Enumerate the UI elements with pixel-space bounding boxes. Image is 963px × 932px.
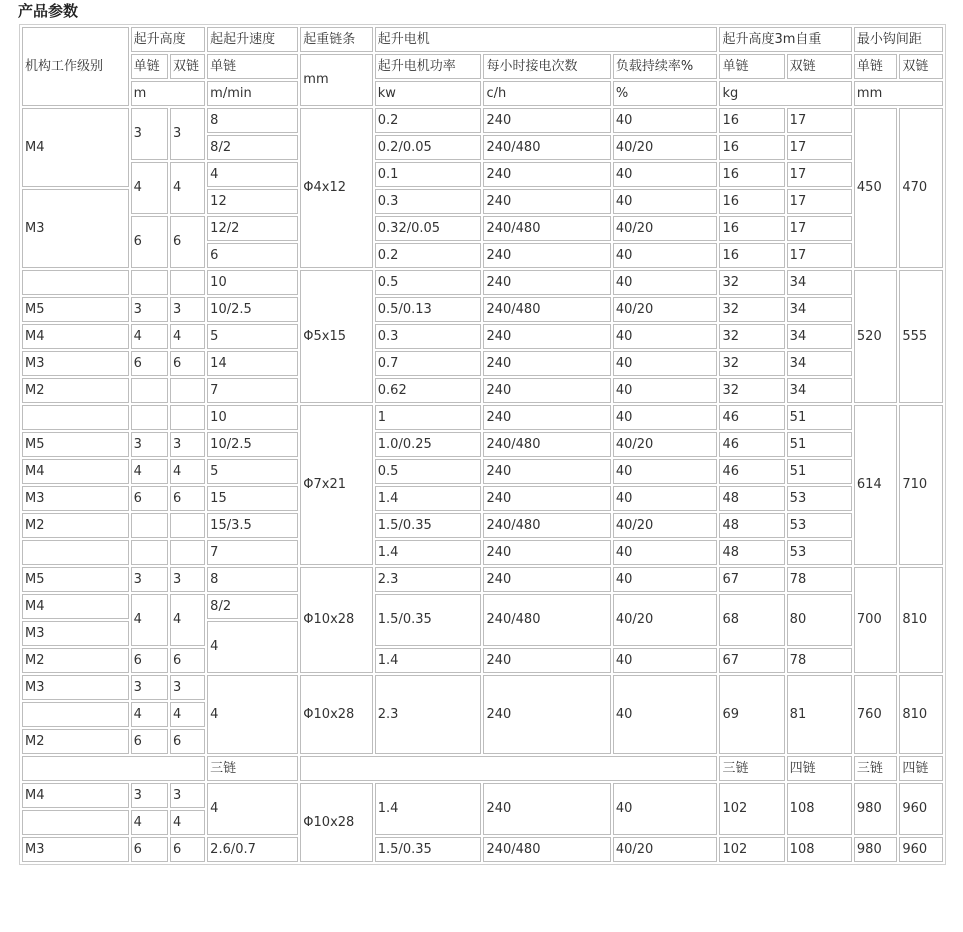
height-single: 3 (131, 783, 168, 808)
duty-cell: 40/20 (613, 513, 718, 538)
weight-single: 16 (719, 189, 784, 214)
header-double-chain: 双链 (170, 54, 205, 79)
speed-cell: 15 (207, 486, 298, 511)
height-single: 3 (131, 675, 168, 700)
class-cell: M3 (22, 621, 129, 646)
power-cell: 0.7 (375, 351, 482, 376)
table-row (22, 432, 943, 457)
height-single: 3 (131, 297, 168, 322)
speed-cell: 5 (207, 324, 298, 349)
table-row (22, 405, 943, 430)
header-lift-height: 起升高度 (131, 27, 206, 52)
weight-double: 34 (787, 297, 852, 322)
starts-cell: 240 (483, 270, 610, 295)
header-self-weight: 起升高度3m自重 (719, 27, 851, 52)
class-cell: M4 (22, 324, 129, 349)
weight-single: 69 (719, 675, 784, 754)
unit-weight: kg (719, 81, 851, 106)
weight-double: 34 (787, 378, 852, 403)
weight-single: 46 (719, 459, 784, 484)
height-single: 3 (131, 108, 168, 160)
chain-spec: Φ4x12 (300, 108, 372, 268)
height-single: 6 (131, 837, 168, 862)
speed-cell: 10/2.5 (207, 432, 298, 457)
height-double: 3 (170, 783, 205, 808)
starts-cell: 240 (483, 405, 610, 430)
height-double: 6 (170, 486, 205, 511)
table-row (22, 837, 943, 862)
weight-single: 16 (719, 162, 784, 187)
class-cell: M2 (22, 729, 129, 754)
height-double (170, 270, 205, 295)
hook-single: 614 (854, 405, 897, 565)
weight-single: 16 (719, 243, 784, 268)
header-chain: 起重链条 (300, 27, 372, 52)
weight-double: 51 (787, 459, 852, 484)
height-single: 6 (131, 729, 168, 754)
height-single: 6 (131, 216, 168, 268)
height-double: 3 (170, 675, 205, 700)
weight-double: 17 (787, 243, 852, 268)
hook-double: 710 (899, 405, 943, 565)
speed-cell: 4 (207, 783, 298, 835)
class-cell: M4 (22, 594, 129, 619)
weight-single: 48 (719, 513, 784, 538)
hook-single: 760 (854, 675, 897, 754)
page-title: 产品参数 (18, 2, 79, 20)
weight-double: 51 (787, 432, 852, 457)
starts-cell: 240/480 (483, 216, 610, 241)
duty-cell: 40 (613, 378, 718, 403)
duty-cell: 40 (613, 459, 718, 484)
weight-double: 78 (787, 648, 852, 673)
duty-cell: 40 (613, 351, 718, 376)
height-single (131, 270, 168, 295)
duty-cell: 40 (613, 324, 718, 349)
power-cell: 0.62 (375, 378, 482, 403)
height-single: 4 (131, 702, 168, 727)
height-single (131, 540, 168, 565)
power-cell: 0.3 (375, 189, 482, 214)
duty-cell: 40/20 (613, 837, 718, 862)
class-cell: M4 (22, 459, 129, 484)
class-cell (22, 270, 129, 295)
weight-single: 46 (719, 405, 784, 430)
weight-double: 51 (787, 405, 852, 430)
duty-cell: 40/20 (613, 297, 718, 322)
unit-speed: m/min (207, 81, 298, 106)
speed-cell: 4 (207, 675, 298, 754)
weight-double: 17 (787, 135, 852, 160)
speed-cell: 2.6/0.7 (207, 837, 298, 862)
weight-single: 102 (719, 783, 784, 835)
duty-cell: 40/20 (613, 432, 718, 457)
starts-cell: 240 (483, 108, 610, 133)
hook-single: 980 (854, 783, 897, 835)
header-duty-cycle: 负载持续率% (613, 54, 718, 79)
height-single: 3 (131, 432, 168, 457)
power-cell: 1.5/0.35 (375, 837, 482, 862)
weight-single: 32 (719, 324, 784, 349)
duty-cell: 40 (613, 405, 718, 430)
header-weight-single: 单链 (719, 54, 784, 79)
duty-cell: 40/20 (613, 216, 718, 241)
table-row (22, 648, 943, 673)
hook-double: 960 (899, 837, 943, 862)
unit-starts: c/h (483, 81, 610, 106)
weight-double: 78 (787, 567, 852, 592)
weight-double: 34 (787, 324, 852, 349)
class-cell: M4 (22, 783, 129, 808)
height-double: 3 (170, 567, 205, 592)
height-double: 6 (170, 648, 205, 673)
power-cell: 0.5 (375, 270, 482, 295)
speed-cell: 8 (207, 108, 298, 133)
unit-height-m: m (131, 81, 206, 106)
weight-single: 32 (719, 378, 784, 403)
height-double (170, 513, 205, 538)
starts-cell: 240 (483, 162, 610, 187)
duty-cell: 40 (613, 540, 718, 565)
weight-double: 17 (787, 162, 852, 187)
duty-cell: 40 (613, 567, 718, 592)
speed-cell: 10/2.5 (207, 297, 298, 322)
blank-cell (300, 756, 717, 781)
height-double: 6 (170, 216, 205, 268)
class-cell: M4 (22, 108, 129, 187)
unit-power: kw (375, 81, 482, 106)
starts-cell: 240/480 (483, 594, 610, 646)
speed-cell: 10 (207, 270, 298, 295)
weight-single: 48 (719, 540, 784, 565)
header-single-chain: 单链 (131, 54, 168, 79)
weight-single: 32 (719, 270, 784, 295)
weight-single: 67 (719, 648, 784, 673)
table-row (22, 351, 943, 376)
weight-double: 53 (787, 513, 852, 538)
class-cell: M5 (22, 297, 129, 322)
power-cell: 0.5/0.13 (375, 297, 482, 322)
weight-single: 16 (719, 135, 784, 160)
duty-cell: 40 (613, 270, 718, 295)
table-row (22, 270, 943, 295)
weight-double: 17 (787, 189, 852, 214)
weight-double: 53 (787, 540, 852, 565)
header-hook-single: 单链 (854, 54, 897, 79)
weight-double: 34 (787, 270, 852, 295)
height-single: 4 (131, 594, 168, 646)
height-double (170, 540, 205, 565)
class-cell: M3 (22, 189, 129, 268)
starts-cell: 240 (483, 540, 610, 565)
speed-cell: 8 (207, 567, 298, 592)
weight-double: 80 (787, 594, 852, 646)
unit-hook-mm: mm (854, 81, 943, 106)
header-hook-double: 双链 (899, 54, 943, 79)
hook-double: 810 (899, 567, 943, 673)
class-cell: M3 (22, 351, 129, 376)
speed-cell: 4 (207, 621, 298, 673)
table-row (22, 540, 943, 565)
weight-single: 67 (719, 567, 784, 592)
chain-spec: Φ10x28 (300, 783, 372, 862)
header-starts-per-hour: 每小时接电次数 (483, 54, 610, 79)
height-single: 6 (131, 486, 168, 511)
height-double: 4 (170, 459, 205, 484)
table-row (22, 594, 943, 619)
table-row (22, 513, 943, 538)
height-double (170, 378, 205, 403)
hook-double: 555 (899, 270, 943, 403)
header-row (22, 81, 943, 106)
header-speed-single: 单链 (207, 54, 298, 79)
class-cell: M2 (22, 648, 129, 673)
power-cell: 1.4 (375, 648, 482, 673)
duty-cell: 40/20 (613, 135, 718, 160)
starts-cell: 240/480 (483, 432, 610, 457)
starts-cell: 240 (483, 378, 610, 403)
hook-double: 470 (899, 108, 943, 268)
table-row (22, 324, 943, 349)
power-cell: 1.4 (375, 783, 482, 835)
class-cell (22, 810, 129, 835)
class-cell: M2 (22, 378, 129, 403)
power-cell: 1 (375, 405, 482, 430)
height-double: 6 (170, 837, 205, 862)
height-single: 6 (131, 648, 168, 673)
height-double: 3 (170, 108, 205, 160)
hook-single: 450 (854, 108, 897, 268)
unit-duty: % (613, 81, 718, 106)
speed-cell: 4 (207, 162, 298, 187)
header-weight-double: 双链 (787, 54, 852, 79)
power-cell: 0.2/0.05 (375, 135, 482, 160)
class-cell (22, 540, 129, 565)
duty-cell: 40 (613, 648, 718, 673)
height-double: 3 (170, 297, 205, 322)
height-single (131, 378, 168, 403)
speed-cell: 12/2 (207, 216, 298, 241)
hook-single: 980 (854, 837, 897, 862)
weight-double: 17 (787, 216, 852, 241)
starts-cell: 240 (483, 324, 610, 349)
height-single (131, 405, 168, 430)
weight-single: 48 (719, 486, 784, 511)
class-cell: M3 (22, 486, 129, 511)
height-double: 4 (170, 162, 205, 214)
hook-single: 700 (854, 567, 897, 673)
speed-cell: 6 (207, 243, 298, 268)
starts-cell: 240/480 (483, 297, 610, 322)
speed-cell: 12 (207, 189, 298, 214)
power-cell: 1.5/0.35 (375, 594, 482, 646)
chain-spec: Φ10x28 (300, 567, 372, 673)
weight-double: 108 (787, 837, 852, 862)
duty-cell: 40/20 (613, 594, 718, 646)
class-cell: M3 (22, 837, 129, 862)
height-double: 4 (170, 810, 205, 835)
chain-spec: Φ7x21 (300, 405, 372, 565)
weight-single: 32 (719, 351, 784, 376)
power-cell: 1.4 (375, 540, 482, 565)
weight-single: 16 (719, 216, 784, 241)
hook-quad-chain: 四链 (899, 756, 943, 781)
table-row (22, 756, 943, 781)
power-cell: 0.1 (375, 162, 482, 187)
speed-triple-chain: 三链 (207, 756, 298, 781)
hook-double: 960 (899, 783, 943, 835)
power-cell: 2.3 (375, 675, 482, 754)
duty-cell: 40 (613, 189, 718, 214)
hook-single: 520 (854, 270, 897, 403)
height-double: 6 (170, 729, 205, 754)
height-single: 3 (131, 567, 168, 592)
starts-cell: 240 (483, 243, 610, 268)
class-cell: M5 (22, 567, 129, 592)
height-single: 4 (131, 324, 168, 349)
height-double (170, 405, 205, 430)
product-parameters-table (19, 24, 946, 865)
height-single: 4 (131, 459, 168, 484)
weight-double: 108 (787, 783, 852, 835)
duty-cell: 40 (613, 675, 718, 754)
speed-cell: 8/2 (207, 135, 298, 160)
height-single: 4 (131, 810, 168, 835)
speed-cell: 15/3.5 (207, 513, 298, 538)
table-row (22, 216, 943, 241)
table-row (22, 297, 943, 322)
height-double: 6 (170, 351, 205, 376)
table-row (22, 459, 943, 484)
starts-cell: 240 (483, 351, 610, 376)
weight-single: 46 (719, 432, 784, 457)
starts-cell: 240 (483, 648, 610, 673)
starts-cell: 240 (483, 675, 610, 754)
height-double: 4 (170, 594, 205, 646)
weight-quad-chain: 四链 (787, 756, 852, 781)
speed-cell: 14 (207, 351, 298, 376)
starts-cell: 240/480 (483, 837, 610, 862)
power-cell: 0.5 (375, 459, 482, 484)
starts-cell: 240 (483, 567, 610, 592)
height-double: 4 (170, 324, 205, 349)
chain-spec: Φ5x15 (300, 270, 372, 403)
header-row (22, 54, 943, 79)
speed-cell: 8/2 (207, 594, 298, 619)
power-cell: 0.3 (375, 324, 482, 349)
class-cell (22, 405, 129, 430)
header-motor-power: 起升电机功率 (375, 54, 482, 79)
weight-double: 34 (787, 351, 852, 376)
chain-spec: Φ10x28 (300, 675, 372, 754)
power-cell: 0.32/0.05 (375, 216, 482, 241)
duty-cell: 40 (613, 108, 718, 133)
weight-single: 102 (719, 837, 784, 862)
starts-cell: 240 (483, 486, 610, 511)
speed-cell: 7 (207, 378, 298, 403)
speed-cell: 5 (207, 459, 298, 484)
weight-single: 68 (719, 594, 784, 646)
speed-cell: 10 (207, 405, 298, 430)
class-cell: M5 (22, 432, 129, 457)
height-double: 4 (170, 702, 205, 727)
table-row (22, 486, 943, 511)
duty-cell: 40 (613, 783, 718, 835)
power-cell: 0.2 (375, 108, 482, 133)
speed-cell: 7 (207, 540, 298, 565)
header-hook-distance: 最小钩间距 (854, 27, 943, 52)
class-cell: M2 (22, 513, 129, 538)
starts-cell: 240 (483, 783, 610, 835)
header-work-class: 机构工作级别 (22, 27, 129, 106)
height-double: 3 (170, 432, 205, 457)
duty-cell: 40 (613, 486, 718, 511)
table-row (22, 675, 943, 700)
table-row (22, 567, 943, 592)
weight-single: 32 (719, 297, 784, 322)
table-row (22, 108, 943, 133)
table-row (22, 783, 943, 808)
hook-double: 810 (899, 675, 943, 754)
power-cell: 1.5/0.35 (375, 513, 482, 538)
power-cell: 2.3 (375, 567, 482, 592)
table-row (22, 162, 943, 187)
blank-cell (22, 756, 205, 781)
header-row (22, 27, 943, 52)
weight-triple-chain: 三链 (719, 756, 784, 781)
weight-single: 16 (719, 108, 784, 133)
power-cell: 1.4 (375, 486, 482, 511)
weight-double: 53 (787, 486, 852, 511)
starts-cell: 240 (483, 189, 610, 214)
class-cell (22, 702, 129, 727)
weight-double: 81 (787, 675, 852, 754)
starts-cell: 240 (483, 459, 610, 484)
power-cell: 0.2 (375, 243, 482, 268)
duty-cell: 40 (613, 243, 718, 268)
height-single: 4 (131, 162, 168, 214)
starts-cell: 240/480 (483, 513, 610, 538)
header-lift-speed: 起起升速度 (207, 27, 298, 52)
height-single (131, 513, 168, 538)
starts-cell: 240/480 (483, 135, 610, 160)
class-cell: M3 (22, 675, 129, 700)
table-row (22, 378, 943, 403)
unit-chain-mm: mm (300, 54, 372, 106)
duty-cell: 40 (613, 162, 718, 187)
power-cell: 1.0/0.25 (375, 432, 482, 457)
header-motor: 起升电机 (375, 27, 718, 52)
height-single: 6 (131, 351, 168, 376)
hook-triple-chain: 三链 (854, 756, 897, 781)
weight-double: 17 (787, 108, 852, 133)
